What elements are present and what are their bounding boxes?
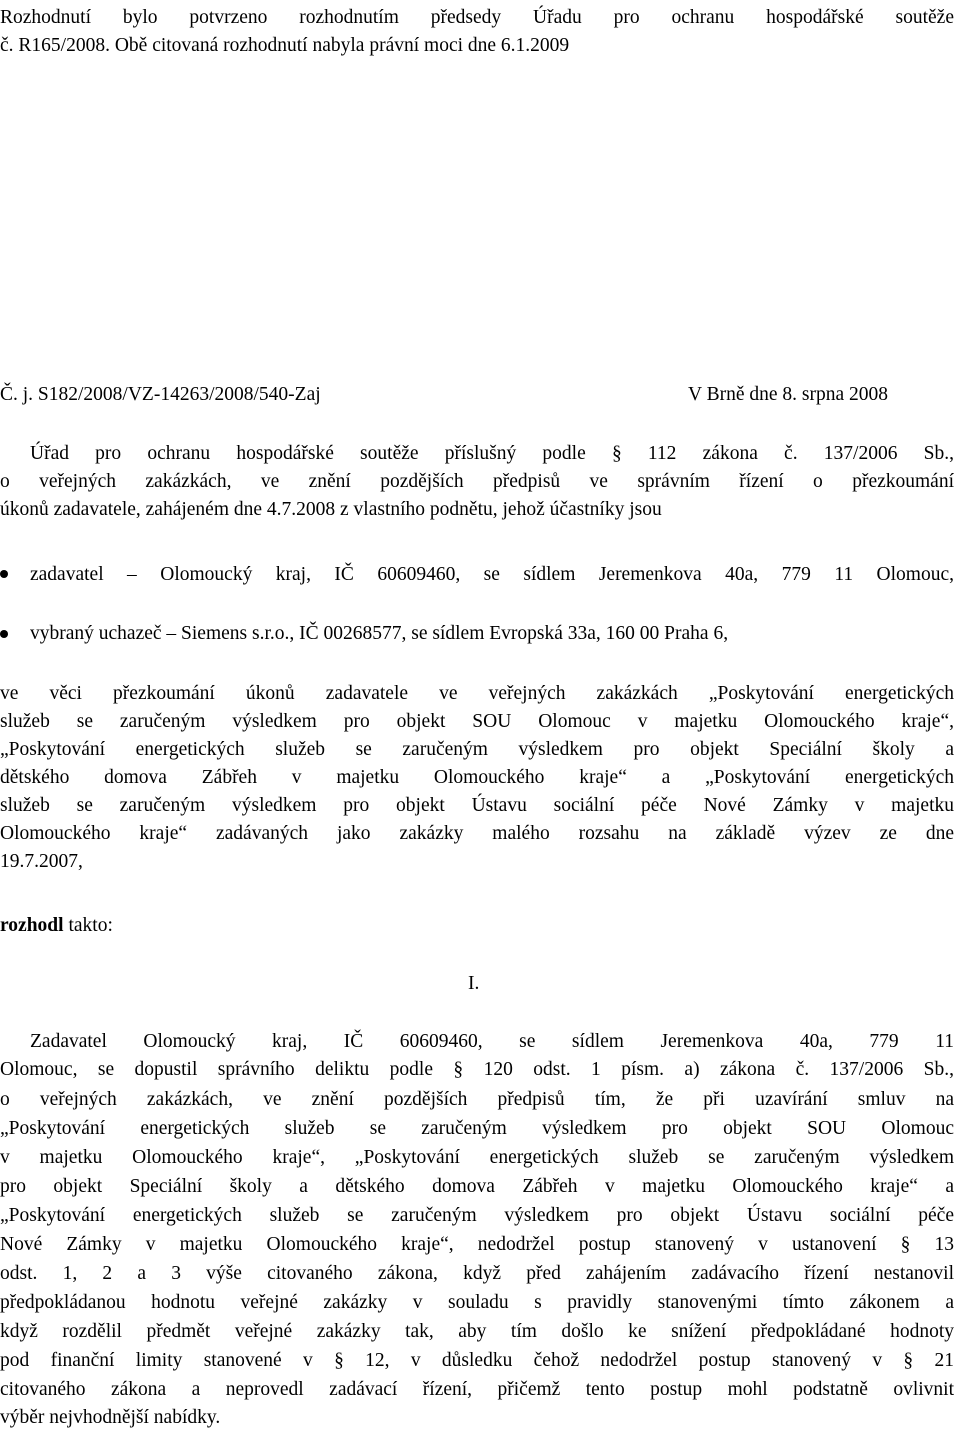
decision-rest: takto: [63,915,113,936]
matter-line: 19.7.2007, [0,851,83,872]
decision-bold: rozhodl [0,915,64,936]
matter-line: „Poskytování energetických služeb se zaručeným výsledkem pro objekt Speciální školy a [0,739,954,760]
header-line-1: Rozhodnutí bylo potvrzeno rozhodnutím předsedy Úřadu pro ochranu hospodářské soutěže [0,7,954,28]
place-date: V Brně dne 8. srpna 2008 [688,384,889,405]
verdict-line: Zadavatel Olomoucký kraj, IČ 60609460, se sídlem Jeremenkova 40a, 779 11 [30,1031,954,1052]
verdict-line: pro objekt Speciální školy a dětského domova Zábřeh v majetku Olomouckého kraje“ a [0,1176,954,1197]
bullet-icon [0,630,8,638]
verdict-line: „Poskytování energetických služeb se zaručeným výsledkem pro objekt Ústavu sociální péče [0,1205,954,1226]
matter-line: služeb se zaručeným výsledkem pro objekt Ústavu sociální péče Nové Zámky v majetku [0,795,954,816]
verdict-line: výběr nejvhodnější nabídky. [0,1407,221,1428]
intro-line-1: Úřad pro ochranu hospodářské soutěže příslušný podle § 112 zákona č. 137/2006 Sb., [30,443,954,464]
matter-line: ve věci přezkoumání úkonů zadavatele ve veřejných zakázkách „Poskytování energetických [0,683,954,704]
section-number: I. [468,973,480,994]
reference-number: Č. j. S182/2008/VZ-14263/2008/540-Zaj [0,384,321,405]
matter-line: Olomouckého kraje“ zadávaných jako zakázky malého rozsahu na základě výzev ze dne [0,823,954,844]
intro-line-3: úkonů zadavatele, zahájeném dne 4.7.2008 z vlastního podnětu, jehož účastníky jsou [0,499,662,520]
intro-line-2: o veřejných zakázkách, ve znění pozdějších předpisů ve správním řízení o přezkoumání [0,471,954,492]
verdict-line: předpokládanou hodnotu veřejné zakázky v souladu s pravidly stanovenými tímto zákonem a [0,1292,954,1313]
verdict-line: „Poskytování energetických služeb se zaručeným výsledkem pro objekt SOU Olomouc [0,1118,954,1139]
verdict-line: o veřejných zakázkách, ve znění pozdějších předpisů tím, že při uzavírání smluv na [0,1089,954,1110]
verdict-line: Olomouc, se dopustil správního deliktu podle § 120 odst. 1 písm. a) zákona č. 137/2006 Sb., [0,1059,954,1080]
verdict-line: citovaného zákona a neprovedl zadávací řízení, přičemž tento postup mohl podstatně ovlivnit [0,1379,954,1400]
verdict-line: když rozdělil předmět veřejné zakázky tak, aby tím došlo ke snížení předpokládané hodnoty [0,1321,954,1342]
header-line-2: č. R165/2008. Obě citovaná rozhodnutí nabyla právní moci dne 6.1.2009 [0,35,570,56]
bullet-icon [0,570,8,578]
matter-line: služeb se zaručeným výsledkem pro objekt SOU Olomouc v majetku Olomouckého kraje“, [0,711,954,732]
verdict-line: v majetku Olomouckého kraje“, „Poskytování energetických služeb se zaručeným výsledkem [0,1147,954,1168]
participant-text: vybraný uchazeč – Siemens s.r.o., IČ 00268577, se sídlem Evropská 33a, 160 00 Praha 6, [30,623,729,644]
participant-text: zadavatel – Olomoucký kraj, IČ 60609460, se sídlem Jeremenkova 40a, 779 11 Olomouc, [30,564,954,585]
verdict-line: pod finanční limity stanovené v § 12, v důsledku čehož nedodržel postup stanovený v § 21 [0,1350,954,1371]
matter-line: dětského domova Zábřeh v majetku Olomouckého kraje“ a „Poskytování energetických [0,767,954,788]
verdict-line: Nové Zámky v majetku Olomouckého kraje“, nedodržel postup stanovený v ustanovení § 13 [0,1234,954,1255]
verdict-line: odst. 1, 2 a 3 výše citovaného zákona, když před zahájením zadávacího řízení nestanovil [0,1263,954,1284]
decision-heading [0,912,954,940]
